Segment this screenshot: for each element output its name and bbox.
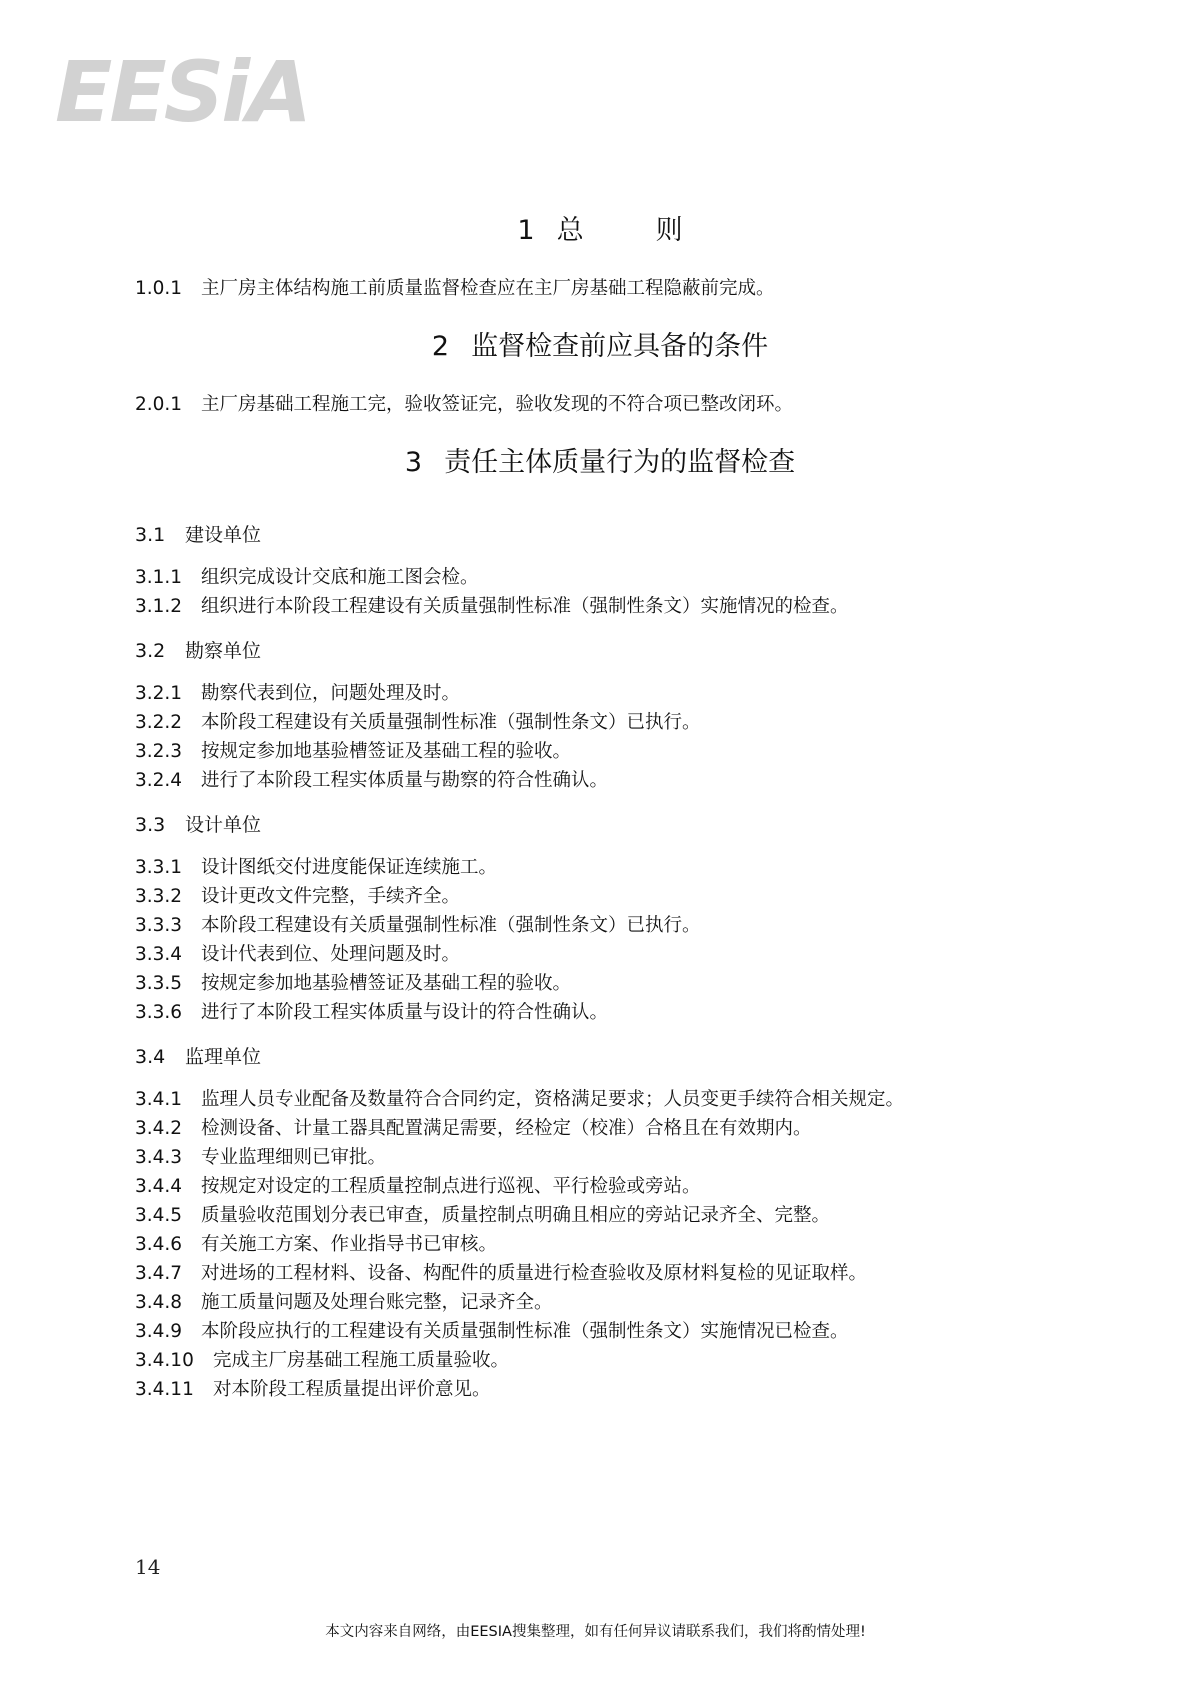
clause-number: 3.2.2 xyxy=(135,712,183,733)
clause-text: 勘察代表到位，问题处理及时。 xyxy=(201,683,461,704)
clause-1-0-1 xyxy=(135,276,775,302)
section-number: 3.1 xyxy=(135,524,166,546)
clause-3-3-6 xyxy=(135,1000,608,1026)
clause-number: 3.2.4 xyxy=(135,770,183,791)
clause-3-3-5 xyxy=(135,971,571,997)
chapter-1-heading xyxy=(135,214,1065,248)
clause-3-2-3 xyxy=(135,739,571,765)
clause-text: 监理人员专业配备及数量符合合同约定，资格满足要求；人员变更手续符合相关规定。 xyxy=(201,1089,905,1110)
clause-text: 本阶段工程建设有关质量强制性标准（强制性条文）已执行。 xyxy=(201,915,701,936)
clause-3-3-3 xyxy=(135,913,701,939)
section-3-4-heading xyxy=(135,1044,261,1070)
eesia-watermark-logo: EESiA xyxy=(55,43,310,141)
clause-3-2-1 xyxy=(135,681,460,707)
chapter-2-heading xyxy=(135,330,1065,364)
clause-3-4-6 xyxy=(135,1232,497,1258)
clause-text: 设计代表到位、处理问题及时。 xyxy=(201,944,461,965)
clause-number: 3.4.4 xyxy=(135,1176,183,1197)
clause-number: 3.3.5 xyxy=(135,973,183,994)
clause-3-4-9 xyxy=(135,1319,849,1345)
clause-3-4-8 xyxy=(135,1290,553,1316)
clause-number: 3.3.1 xyxy=(135,857,183,878)
clause-3-1-2 xyxy=(135,594,849,620)
chapter-number: 3 xyxy=(404,447,423,478)
clause-3-3-2 xyxy=(135,884,460,910)
clause-number: 3.2.3 xyxy=(135,741,183,762)
section-number: 3.4 xyxy=(135,1046,166,1068)
section-3-2-heading xyxy=(135,638,261,664)
clause-text: 对进场的工程材料、设备、构配件的质量进行检查验收及原材料复检的见证取样。 xyxy=(201,1263,868,1284)
clause-number: 2.0.1 xyxy=(135,394,183,415)
clause-3-4-1 xyxy=(135,1087,904,1113)
section-3-1-heading xyxy=(135,522,261,548)
clause-text: 质量验收范围划分表已审查，质量控制点明确且相应的旁站记录齐全、完整。 xyxy=(201,1205,831,1226)
clause-text: 主厂房基础工程施工完，验收签证完，验收发现的不符合项已整改闭环。 xyxy=(201,394,794,415)
clause-text: 按规定参加地基验槽签证及基础工程的验收。 xyxy=(201,973,572,994)
section-number: 3.2 xyxy=(135,640,166,662)
chapter-title: 责任主体质量行为的监督检查 xyxy=(444,447,796,478)
clause-text: 有关施工方案、作业指导书已审核。 xyxy=(201,1234,498,1255)
clause-text: 组织进行本阶段工程建设有关质量强制性标准（强制性条文）实施情况的检查。 xyxy=(201,596,849,617)
clause-number: 3.1.1 xyxy=(135,567,183,588)
clause-number: 3.1.2 xyxy=(135,596,183,617)
clause-text: 完成主厂房基础工程施工质量验收。 xyxy=(213,1350,510,1371)
clause-number: 3.4.1 xyxy=(135,1089,183,1110)
clause-number: 3.4.5 xyxy=(135,1205,183,1226)
clause-number: 3.3.3 xyxy=(135,915,183,936)
clause-3-2-4 xyxy=(135,768,608,794)
clause-number: 3.2.1 xyxy=(135,683,183,704)
clause-text: 设计图纸交付进度能保证连续施工。 xyxy=(201,857,498,878)
clause-3-2-2 xyxy=(135,710,701,736)
clause-number: 3.3.6 xyxy=(135,1002,183,1023)
footer-disclaimer: 本文内容来自网络，由EESIA搜集整理，如有任何异议请联系我们，我们将酌情处理! xyxy=(325,1624,866,1640)
clause-text: 按规定参加地基验槽签证及基础工程的验收。 xyxy=(201,741,572,762)
clause-text: 进行了本阶段工程实体质量与勘察的符合性确认。 xyxy=(201,770,609,791)
clause-3-1-1 xyxy=(135,565,479,591)
section-number: 3.3 xyxy=(135,814,166,836)
clause-text: 施工质量问题及处理台账完整，记录齐全。 xyxy=(201,1292,553,1313)
clause-text: 按规定对设定的工程质量控制点进行巡视、平行检验或旁站。 xyxy=(201,1176,701,1197)
chapter-title: 监督检查前应具备的条件 xyxy=(471,331,769,362)
clause-number: 3.4.6 xyxy=(135,1234,183,1255)
section-title: 设计单位 xyxy=(185,814,262,836)
clause-number: 3.4.10 xyxy=(135,1350,194,1371)
clause-3-4-10 xyxy=(135,1348,509,1374)
clause-text: 设计更改文件完整，手续齐全。 xyxy=(201,886,461,907)
section-title: 勘察单位 xyxy=(185,640,262,662)
clause-number: 3.4.9 xyxy=(135,1321,183,1342)
clause-number: 3.3.2 xyxy=(135,886,183,907)
clause-number: 3.4.11 xyxy=(135,1379,194,1400)
clause-text: 检测设备、计量工器具配置满足需要，经检定（校准）合格且在有效期内。 xyxy=(201,1118,812,1139)
clause-number: 3.4.2 xyxy=(135,1118,183,1139)
chapter-title-part-1: 总 xyxy=(556,215,584,246)
section-title: 监理单位 xyxy=(185,1046,262,1068)
chapter-3-heading xyxy=(135,446,1065,480)
section-3-3-heading xyxy=(135,812,261,838)
clause-text: 专业监理细则已审批。 xyxy=(201,1147,387,1168)
clause-3-3-1 xyxy=(135,855,497,881)
clause-3-4-4 xyxy=(135,1174,701,1200)
clause-text: 对本阶段工程质量提出评价意见。 xyxy=(213,1379,491,1400)
clause-number: 3.4.8 xyxy=(135,1292,183,1313)
chapter-number: 1 xyxy=(517,215,535,246)
clause-3-4-5 xyxy=(135,1203,830,1229)
section-title: 建设单位 xyxy=(185,524,262,546)
chapter-number: 2 xyxy=(431,331,450,362)
clause-3-4-2 xyxy=(135,1116,812,1142)
clause-text: 进行了本阶段工程实体质量与设计的符合性确认。 xyxy=(201,1002,609,1023)
clause-number: 1.0.1 xyxy=(135,278,183,299)
clause-number: 3.4.7 xyxy=(135,1263,183,1284)
chapter-title-part-2: 则 xyxy=(655,215,683,246)
clause-number: 3.4.3 xyxy=(135,1147,183,1168)
clause-3-4-7 xyxy=(135,1261,867,1287)
clause-3-3-4 xyxy=(135,942,460,968)
clause-3-4-3 xyxy=(135,1145,386,1171)
clause-3-4-11 xyxy=(135,1377,491,1403)
page-number: 14 xyxy=(135,1555,161,1579)
clause-2-0-1 xyxy=(135,392,793,418)
clause-text: 本阶段工程建设有关质量强制性标准（强制性条文）已执行。 xyxy=(201,712,701,733)
clause-text: 本阶段应执行的工程建设有关质量强制性标准（强制性条文）实施情况已检查。 xyxy=(201,1321,849,1342)
clause-text: 组织完成设计交底和施工图会检。 xyxy=(201,567,479,588)
clause-number: 3.3.4 xyxy=(135,944,183,965)
clause-text: 主厂房主体结构施工前质量监督检查应在主厂房基础工程隐蔽前完成。 xyxy=(201,278,775,299)
